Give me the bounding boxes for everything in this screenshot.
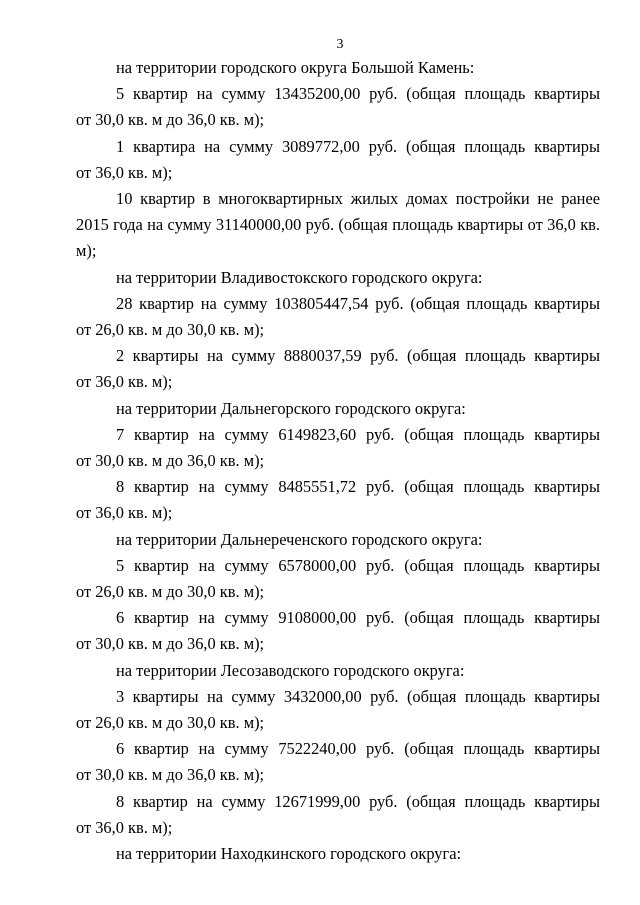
allocation-line: 6 квартир на сумму 7522240,00 руб. (общая площадь квартиры [116,739,600,759]
section-heading-dalnerechensk: на территории Дальнереченского городского округа: [116,529,483,549]
page-number: 3 [336,37,344,52]
allocation-line: от 26,0 кв. м до 30,0 кв. м); [76,713,265,733]
allocation-line: от 36,0 кв. м); [76,503,173,523]
allocation-line: от 26,0 кв. м до 30,0 кв. м); [76,320,265,340]
allocation-line: 28 квартир на сумму 103805447,54 руб. (общая площадь квартиры [116,293,600,313]
allocation-line: от 26,0 кв. м до 30,0 кв. м); [76,582,265,602]
document-body [76,55,600,867]
allocation-line: 3 квартиры на сумму 3432000,00 руб. (общая площадь квартиры [116,686,600,706]
allocation-line: 5 квартир на сумму 6578000,00 руб. (общая площадь квартиры [116,555,600,575]
allocation-line: от 30,0 кв. м до 36,0 кв. м); [76,765,265,785]
allocation-line: 10 квартир в многоквартирных жилых домах постройки не ранее [116,189,600,209]
section-heading-lesozavodsk: на территории Лесозаводского городского округа: [116,660,465,680]
allocation-line: 2015 года на сумму 31140000,00 руб. (общая площадь квартиры от 36,0 кв. м); [76,215,600,261]
allocation-line: от 30,0 кв. м до 36,0 кв. м); [76,634,265,654]
section-heading-bolshoy-kamen: на территории городского округа Большой Камень: [116,58,475,77]
allocation-line: 8 квартир на сумму 8485551,72 руб. (общая площадь квартиры [116,477,600,497]
section-heading-nakhodka: на территории Находкинского городского округа: [116,844,462,864]
allocation-line: от 30,0 кв. м до 36,0 кв. м); [76,110,265,130]
allocation-line: 2 квартиры на сумму 8880037,59 руб. (общая площадь квартиры [116,346,600,366]
allocation-line: от 30,0 кв. м до 36,0 кв. м); [76,451,265,471]
section-heading-vladivostok: на территории Владивостокского городского округа: [116,267,483,287]
allocation-line: 8 квартир на сумму 12671999,00 руб. (общая площадь квартиры [116,791,600,811]
allocation-line: 6 квартир на сумму 9108000,00 руб. (общая площадь квартиры [116,608,600,628]
allocation-line: от 36,0 кв. м); [76,817,173,837]
section-heading-dalnegorsk: на территории Дальнегорского городского округа: [116,398,466,418]
allocation-line: от 36,0 кв. м); [76,162,173,182]
allocation-line: 5 квартир на сумму 13435200,00 руб. (общая площадь квартиры [116,84,600,104]
allocation-line: от 36,0 кв. м); [76,372,173,392]
allocation-line: 7 квартир на сумму 6149823,60 руб. (общая площадь квартиры [116,424,600,444]
allocation-line: 1 квартира на сумму 3089772,00 руб. (общая площадь квартиры [116,136,600,156]
